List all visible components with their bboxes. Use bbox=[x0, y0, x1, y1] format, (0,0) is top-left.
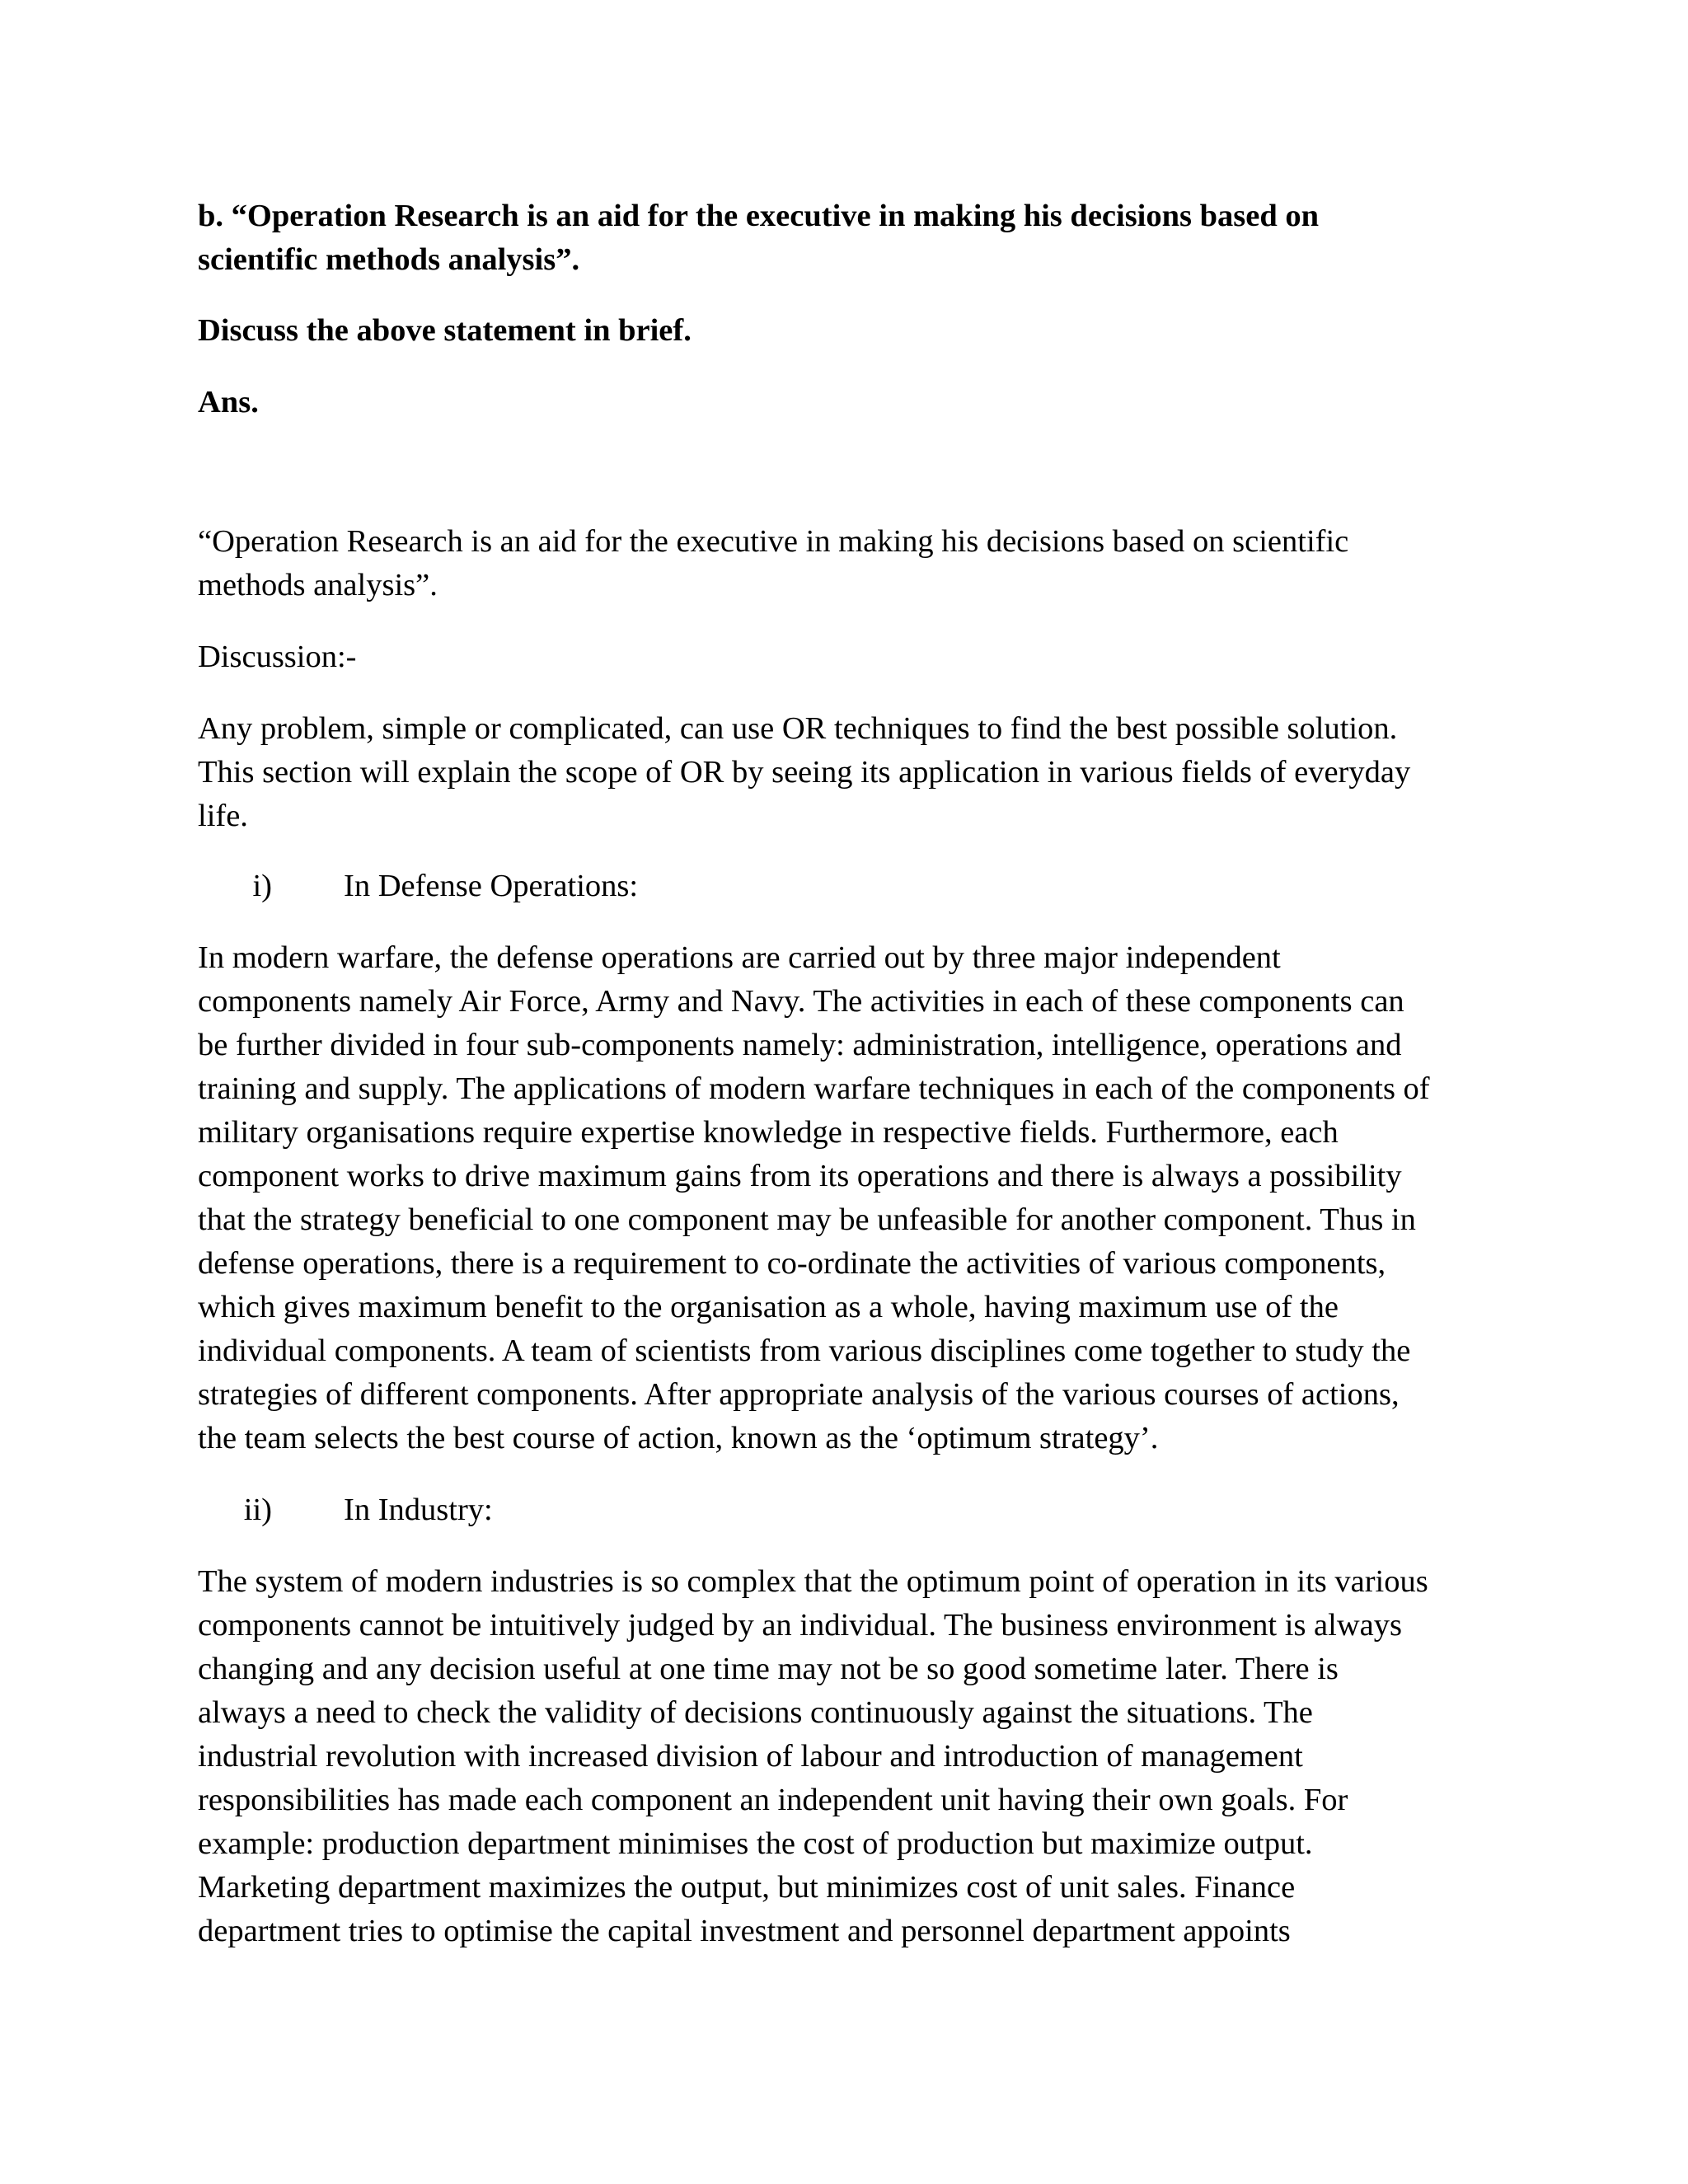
list-heading: In Industry: bbox=[344, 1493, 493, 1527]
paragraph-line: In modern warfare, the defense operations are carried out by three major independent bbox=[198, 940, 1281, 975]
question-title bbox=[198, 194, 1492, 282]
paragraph-line: that the strategy beneficial to one component may be unfeasible for another component. Thus in bbox=[198, 1202, 1416, 1237]
paragraph-line: defense operations, there is a requirement to co-ordinate the activities of various components, bbox=[198, 1246, 1386, 1281]
paragraph-line: This section will explain the scope of OR by seeing its application in various fields of everyday bbox=[198, 755, 1411, 790]
paragraph-line: changing and any decision useful at one time may not be so good sometime later. There is bbox=[198, 1652, 1339, 1686]
paragraph-line: The system of modern industries is so complex that the optimum point of operation in its various bbox=[198, 1564, 1428, 1599]
answer-quote-line: “Operation Research is an aid for the executive in making his decisions based on scientific bbox=[198, 524, 1349, 559]
question-instruction: Discuss the above statement in brief. bbox=[198, 313, 692, 348]
paragraph-line: be further divided in four sub-components namely: administration, intelligence, operations and bbox=[198, 1028, 1402, 1062]
paragraph-line: components namely Air Force, Army and Navy. The activities in each of these components can bbox=[198, 984, 1404, 1019]
paragraph-line: which gives maximum benefit to the organisation as a whole, having maximum use of the bbox=[198, 1290, 1339, 1324]
list-heading: In Defense Operations: bbox=[344, 869, 639, 903]
answer-quote bbox=[198, 520, 1492, 607]
paragraph-line: strategies of different components. After appropriate analysis of the various courses of actions, bbox=[198, 1377, 1400, 1412]
paragraph-line: life. bbox=[198, 799, 248, 833]
discussion-label: Discussion:- bbox=[198, 640, 357, 674]
paragraph-line: individual components. A team of scientists from various disciplines come together to study the bbox=[198, 1333, 1411, 1368]
paragraph-line: components cannot be intuitively judged by an individual. The business environment is always bbox=[198, 1608, 1402, 1643]
defense-paragraph bbox=[198, 936, 1492, 1460]
paragraph-line: component works to drive maximum gains from its operations and there is always a possibility bbox=[198, 1159, 1402, 1193]
question-title-line: b. “Operation Research is an aid for the executive in making his decisions based on bbox=[198, 199, 1320, 233]
paragraph-line: the team selects the best course of action, known as the ‘optimum strategy’. bbox=[198, 1421, 1159, 1455]
question-title-line: scientific methods analysis”. bbox=[198, 242, 580, 277]
paragraph-line: training and supply. The applications of modern warfare techniques in each of the components of bbox=[198, 1071, 1430, 1106]
paragraph-line: Any problem, simple or complicated, can use OR techniques to find the best possible solution. bbox=[198, 711, 1398, 746]
answer-label: Ans. bbox=[198, 385, 259, 419]
paragraph-line: industrial revolution with increased division of labour and introduction of management bbox=[198, 1739, 1303, 1774]
industry-paragraph bbox=[198, 1560, 1492, 1953]
intro-paragraph bbox=[198, 707, 1492, 838]
answer-quote-line: methods analysis”. bbox=[198, 568, 438, 602]
paragraph-line: example: production department minimises the cost of production but maximize output. bbox=[198, 1826, 1313, 1861]
paragraph-line: Marketing department maximizes the output, but minimizes cost of unit sales. Finance bbox=[198, 1870, 1296, 1905]
paragraph-line: military organisations require expertise knowledge in respective fields. Furthermore, each bbox=[198, 1115, 1339, 1150]
paragraph-line: department tries to optimise the capital investment and personnel department appoints bbox=[198, 1914, 1291, 1948]
paragraph-line: responsibilities has made each component an independent unit having their own goals. For bbox=[198, 1783, 1348, 1817]
paragraph-line: always a need to check the validity of decisions continuously against the situations. The bbox=[198, 1695, 1313, 1730]
list-number: ii) bbox=[243, 1493, 272, 1527]
list-number: i) bbox=[252, 869, 272, 903]
